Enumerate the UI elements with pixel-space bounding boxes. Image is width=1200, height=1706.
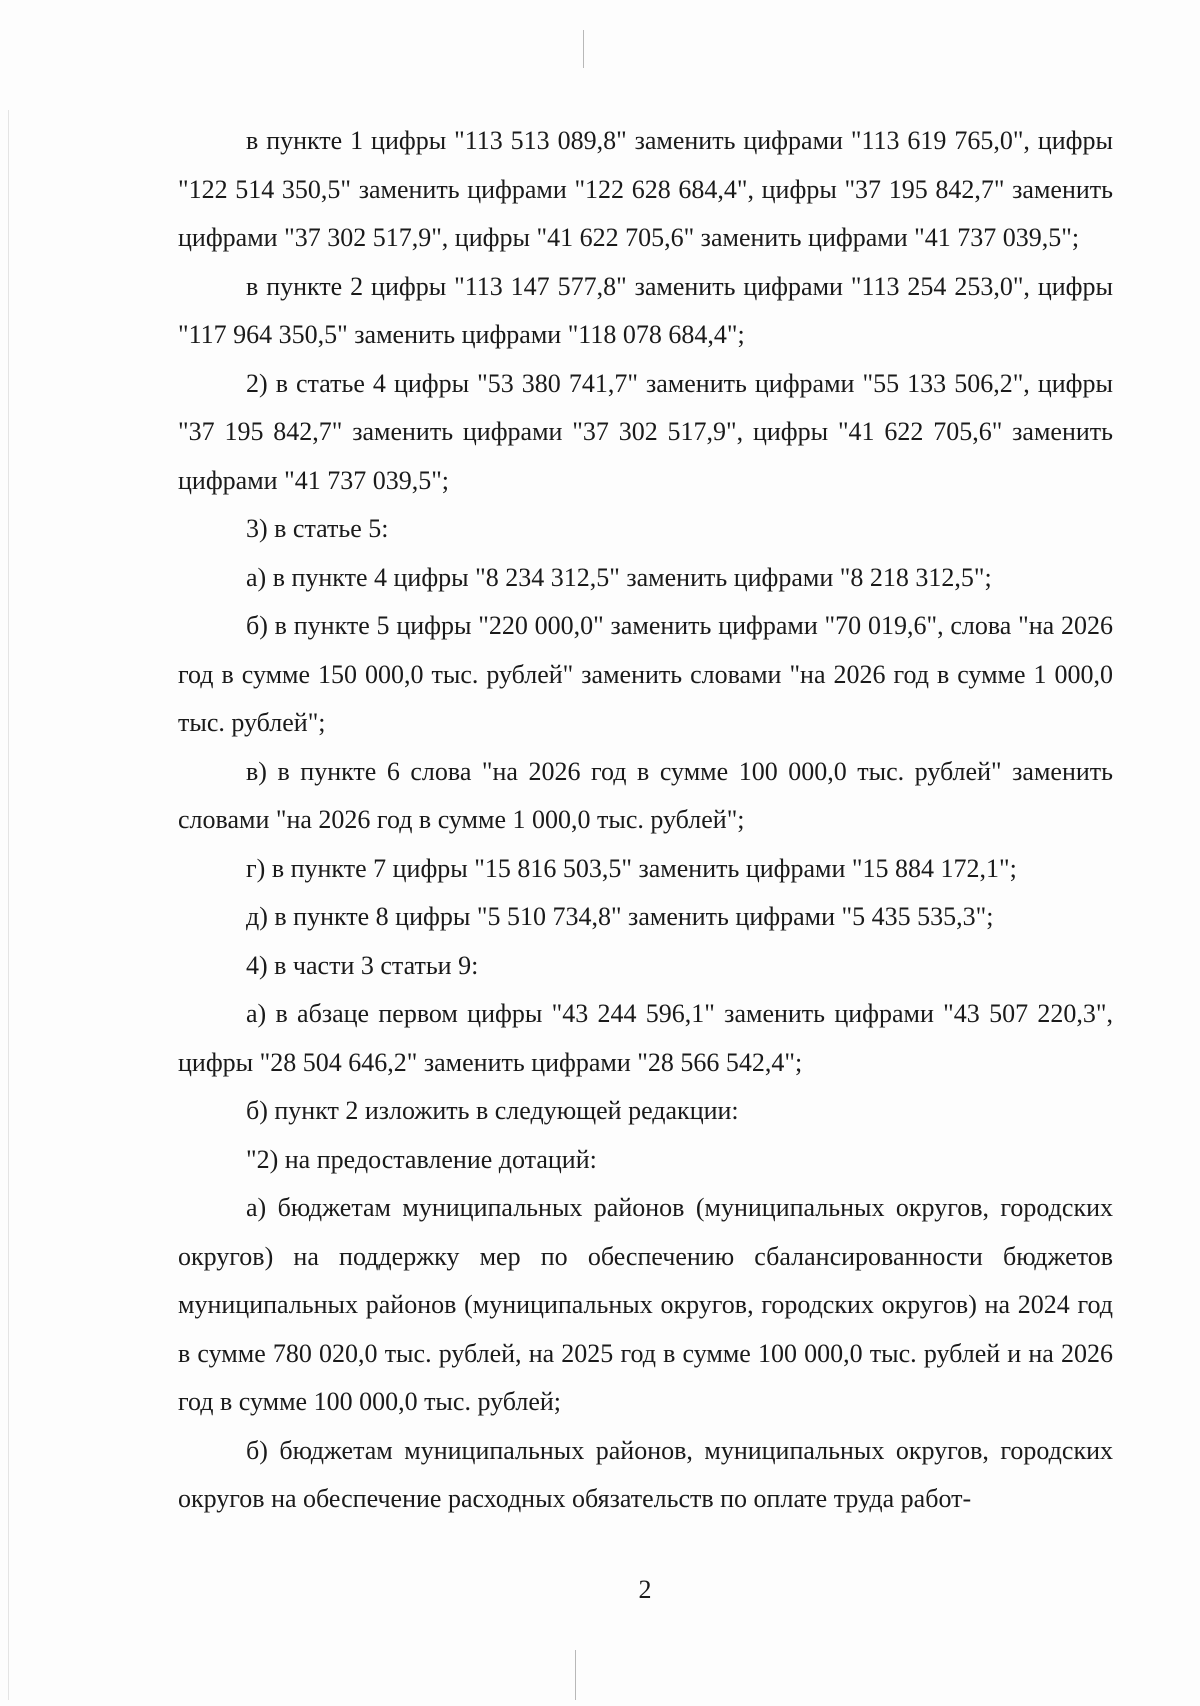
page-number: 2 — [638, 1575, 652, 1604]
paragraph-14: а) бюджетам муниципальных районов (муниципальных округов, городских округов) на поддержку мер по обеспечению сбалансированности бюджетов муниципальных районов (муниципальных округов, городских округов) на 2024 год в сумме 780 020,0 тыс. рублей, на 2025 год в сумме 100 000,0 тыс. рублей и на 2026 год в сумме 100 000,0 тыс. рублей; — [178, 1193, 1113, 1416]
scan-artifact-top — [583, 30, 584, 68]
paragraph-3: 2) в статье 4 цифры "53 380 741,7" заменить цифрами "55 133 506,2", цифры "37 195 842,7" заменить цифрами "37 302 517,9", цифры "41 622 705,6" заменить цифрами "41 737 039,5"; — [178, 368, 1113, 495]
scan-artifact-bottom — [575, 1650, 576, 1700]
paragraph-4: 3) в статье 5: — [246, 514, 389, 543]
paragraph-6: б) в пункте 5 цифры "220 000,0" заменить цифрами "70 019,6", слова "на 2026 год в сумме 150 000,0 тыс. рублей" заменить словами "на 2026 год в сумме 1 000,0 тыс. рублей"; — [178, 611, 1113, 737]
scan-artifact-left — [8, 110, 9, 1700]
paragraph-1: в пункте 1 цифры "113 513 089,8" заменить цифрами "113 619 765,0", цифры "122 514 350,5" заменить цифрами "122 628 684,4", цифры "37 195 842,7" заменить цифрами "37 302 517,9", цифры "41 622 705,6" заменить цифрами "41 737 039,5"; — [178, 126, 1113, 252]
paragraph-11: а) в абзаце первом цифры "43 244 596,1" заменить цифрами "43 507 220,3", цифры "28 504 646,2" заменить цифрами "28 566 542,4"; — [178, 999, 1113, 1077]
paragraph-8: г) в пункте 7 цифры "15 816 503,5" заменить цифрами "15 884 172,1"; — [246, 853, 1017, 883]
document-body — [178, 117, 1113, 1524]
paragraph-9: д) в пункте 8 цифры "5 510 734,8" заменить цифрами "5 435 535,3"; — [246, 902, 994, 931]
paragraph-7: в) в пункте 6 слова "на 2026 год в сумме 100 000,0 тыс. рублей" заменить словами "на 2026 год в сумме 1 000,0 тыс. рублей"; — [178, 756, 1113, 834]
paragraph-15: б) бюджетам муниципальных районов, муниципальных округов, городских округов на обеспечение расходных обязательств по оплате труда работ- — [178, 1435, 1113, 1513]
paragraph-2: в пункте 2 цифры "113 147 577,8" заменить цифрами "113 254 253,0", цифры "117 964 350,5" заменить цифрами "118 078 684,4"; — [178, 271, 1113, 349]
paragraph-13: "2) на предоставление дотаций: — [246, 1144, 597, 1174]
paragraph-12: б) пункт 2 изложить в следующей редакции: — [246, 1096, 739, 1125]
paragraph-5: а) в пункте 4 цифры "8 234 312,5" заменить цифрами "8 218 312,5"; — [246, 562, 992, 592]
paragraph-10: 4) в части 3 статьи 9: — [246, 950, 479, 980]
